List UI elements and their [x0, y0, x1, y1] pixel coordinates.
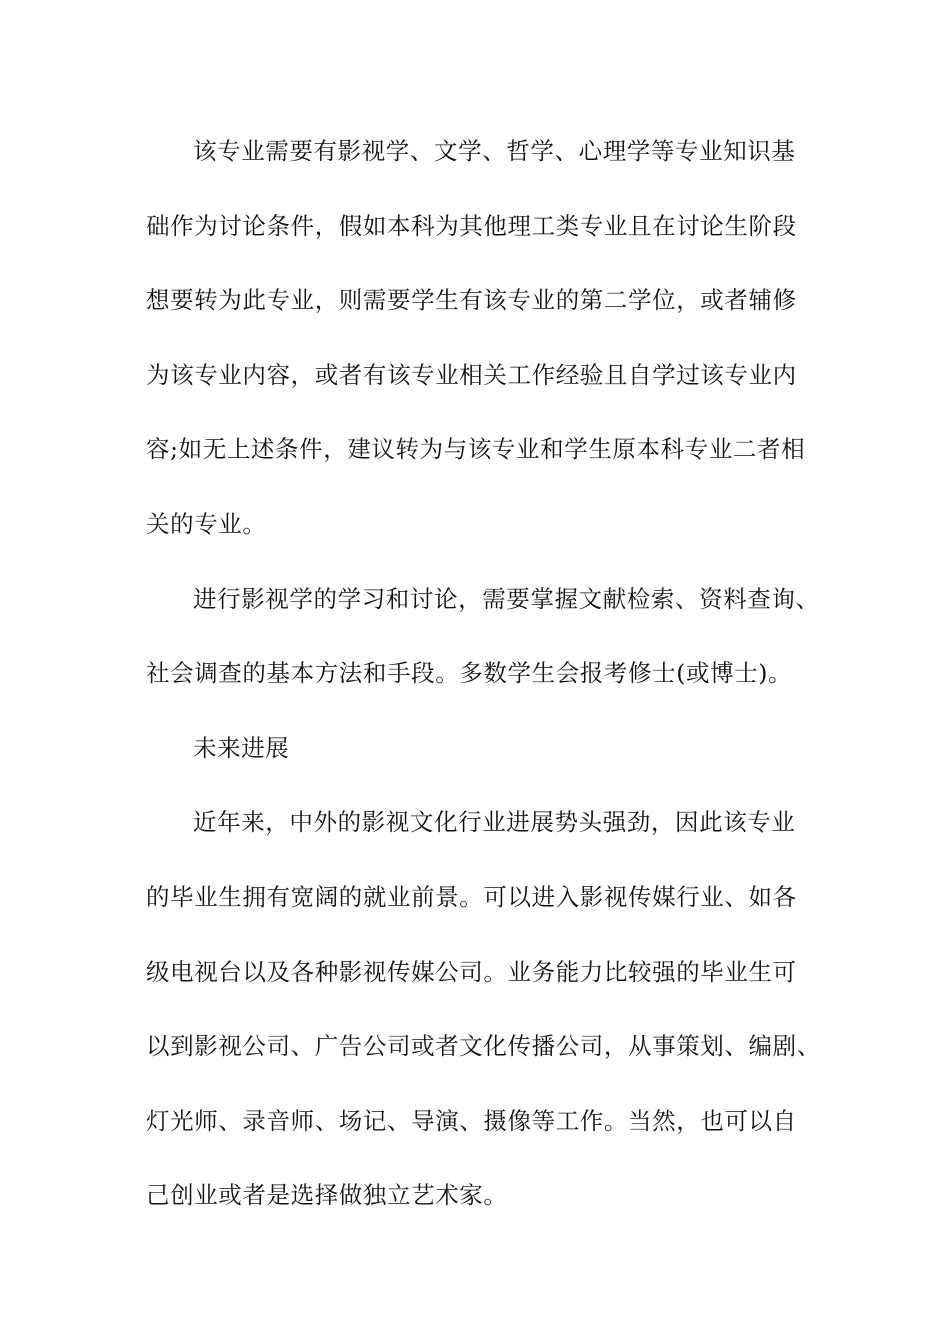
text-line: 础作为讨论条件，假如本科为其他理工类专业且在讨论生阶段: [146, 211, 797, 240]
paragraph-major-requirements: [146, 114, 810, 562]
document-body: [146, 114, 821, 1233]
paragraph-study-methods: [146, 562, 820, 711]
text-line: 社会调查的基本方法和手段。多数学生会报考修士(或博士)。: [146, 659, 793, 688]
text-line: 以到影视公司、广告公司或者文化传播公司，从事策划、编剧、: [146, 1032, 821, 1061]
paragraph-career-prospects: [146, 785, 821, 1233]
text-line: 关的专业。: [146, 509, 267, 538]
text-line: 级电视台以及各种影视传媒公司。业务能力比较强的毕业生可: [146, 957, 797, 986]
section-heading: [146, 711, 810, 786]
text-line: 近年来，中外的影视文化行业进展势头强劲，因此该专业: [193, 808, 796, 837]
text-line: 该专业需要有影视学、文学、哲学、心理学等专业知识基: [193, 137, 796, 165]
text-line: 想要转为此专业，则需要学生有该专业的第二学位，或者辅修: [146, 286, 797, 315]
heading-text: 未来进展: [193, 733, 290, 762]
text-line: 容;如无上述条件，建议转为与该专业和学生原本科专业二者相: [146, 435, 806, 464]
text-line: 进行影视学的学习和讨论，需要掌握文献检索、资料查询、: [193, 584, 820, 613]
text-line: 的毕业生拥有宽阔的就业前景。可以进入影视传媒行业、如各: [146, 882, 797, 911]
text-line: 己创业或者是选择做独立艺术家。: [146, 1181, 508, 1210]
text-line: 灯光师、录音师、场记、导演、摄像等工作。当然，也可以自: [146, 1106, 797, 1135]
text-line: 为该专业内容，或者有该专业相关工作经验且自学过该专业内: [146, 360, 797, 389]
